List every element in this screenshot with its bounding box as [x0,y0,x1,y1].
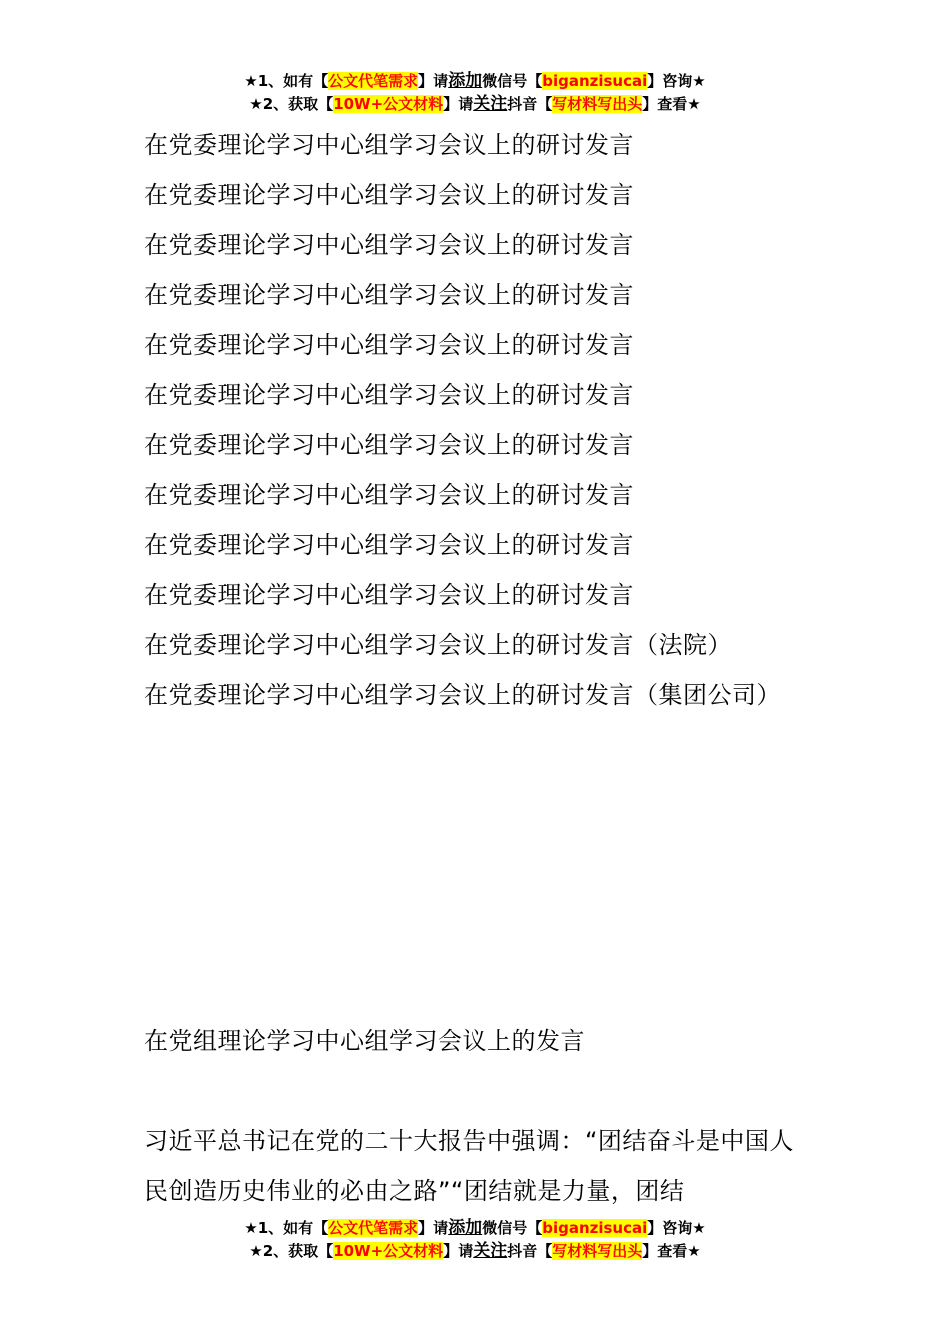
toc-item: 在党委理论学习中心组学习会议上的研讨发言（集团公司） [144,681,781,709]
body-paragraph: 习近平总书记在党的二十大报告中强调：“团结奋斗是中国人民创造历史伟业的必由之路”“团结就是力量，团结 [144,1127,794,1205]
highlight-douyin: 写材料写出头 [552,1242,643,1260]
toc-item: 在党委理论学习中心组学习会议上的研讨发言 [144,231,634,259]
toc-item: 在党委理论学习中心组学习会议上的研讨发言 [144,131,634,159]
toc-item: 在党委理论学习中心组学习会议上的研讨发言 [144,181,634,209]
toc-item: 在党委理论学习中心组学习会议上的研讨发言 [144,281,634,309]
highlight-douyin: 写材料写出头 [552,95,643,113]
highlight-service: 公文代笔需求 [328,1219,419,1237]
banner-line-1: ★1、如有【公文代笔需求】请添加微信号【biganzisucai】咨询★ [244,1218,706,1238]
highlight-wechat-id: biganzisucai [542,72,648,90]
toc-item: 在党委理论学习中心组学习会议上的研讨发言（法院） [144,631,732,659]
footer-banner [0,1217,950,1263]
toc-item: 在党委理论学习中心组学习会议上的研讨发言 [144,381,634,409]
toc-item: 在党委理论学习中心组学习会议上的研讨发言 [144,481,634,509]
header-banner [0,70,950,116]
highlight-materials: 10W+公文材料 [333,95,444,113]
banner-line-2: ★2、获取【10W+公文材料】请关注抖音【写材料写出头】查看★ [249,94,701,114]
section-title: 在党组理论学习中心组学习会议上的发言 [144,1027,585,1055]
toc-item: 在党委理论学习中心组学习会议上的研讨发言 [144,581,634,609]
highlight-wechat-id: biganzisucai [542,1219,648,1237]
table-of-contents [144,120,810,720]
banner-line-2: ★2、获取【10W+公文材料】请关注抖音【写材料写出头】查看★ [249,1241,701,1261]
highlight-materials: 10W+公文材料 [333,1242,444,1260]
banner-line-1: ★1、如有【公文代笔需求】请添加微信号【biganzisucai】咨询★ [244,71,706,91]
toc-item: 在党委理论学习中心组学习会议上的研讨发言 [144,331,634,359]
toc-item: 在党委理论学习中心组学习会议上的研讨发言 [144,531,634,559]
highlight-service: 公文代笔需求 [328,72,419,90]
toc-item: 在党委理论学习中心组学习会议上的研讨发言 [144,431,634,459]
